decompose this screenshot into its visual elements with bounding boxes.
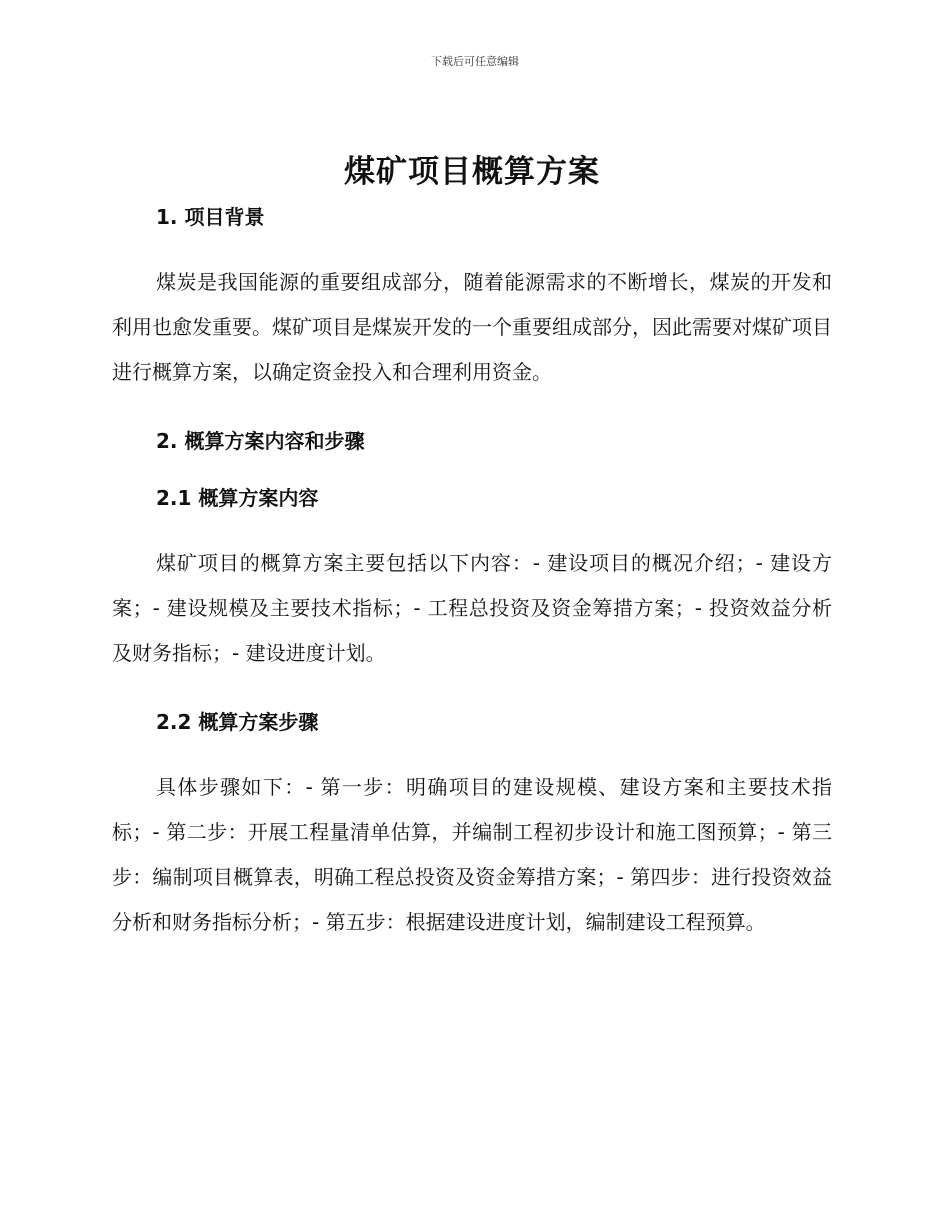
spacer xyxy=(112,513,832,541)
spacer xyxy=(112,676,832,707)
section-body-background: 煤炭是我国能源的重要组成部分，随着能源需求的不断增长，煤炭的开发和利用也愈发重要。煤矿项目是煤炭开发的一个重要组成部分，因此需要对煤矿项目进行概算方案，以确定资金投入和合理利用资金。 xyxy=(112,270,832,384)
spacer xyxy=(112,737,832,765)
section-heading-content: 2.1 概算方案内容 xyxy=(156,486,319,510)
spacer xyxy=(112,456,832,483)
spacer xyxy=(112,395,832,426)
spacer xyxy=(112,232,832,260)
section-body-steps: 具体步骤如下：- 第一步：明确项目的建设规模、建设方案和主要技术指标；- 第二步：开展工程量清单估算，并编制工程初步设计和施工图预算；- 第三步：编制项目概算表，明确工程总投资及资金筹措方案；- 第四步：进行投资效益分析和财务指标分析；- 第五步：根据建设进度计划，编制建设工程预算。 xyxy=(112,775,832,934)
header-note: 下载后可任意编辑 xyxy=(431,55,519,68)
document-title: 煤矿项目概算方案 xyxy=(344,154,600,190)
section-body-content: 煤矿项目的概算方案主要包括以下内容：- 建设项目的概况介绍；- 建设方案；- 建设规模及主要技术指标；- 工程总投资及资金筹措方案；- 投资效益分析及财务指标；- 建设进度计划。 xyxy=(112,551,832,665)
section-heading-steps: 2.2 概算方案步骤 xyxy=(156,710,319,734)
section-heading-background: 1. 项目背景 xyxy=(156,205,265,229)
section-heading-content-steps: 2. 概算方案内容和步骤 xyxy=(156,429,365,453)
document-content xyxy=(112,148,832,945)
